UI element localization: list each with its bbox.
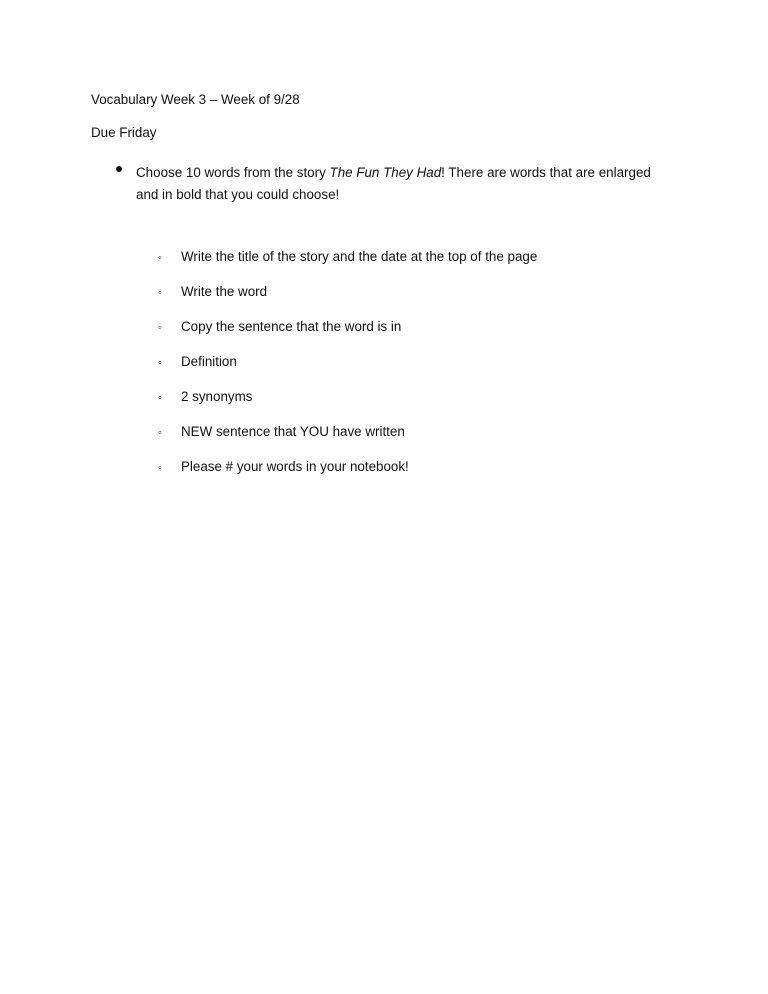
story-title: The Fun They Had [329,165,442,180]
sub-item [158,248,537,267]
sub-item-text: Definition [181,354,237,369]
sub-item [158,318,401,337]
sub-item-text: Write the title of the story and the date at the top of the page [181,249,538,264]
sub-item [158,388,252,407]
main-instruction [136,162,676,206]
circle-bullet-icon: ◦ [158,427,162,439]
circle-bullet-icon: ◦ [158,357,162,369]
bullet-icon [116,166,122,172]
due-date: Due Friday [91,125,157,140]
sub-item [158,458,409,477]
sub-item-text: Write the word [181,284,268,299]
instruction-text: Choose 10 words from the story [136,165,330,180]
sub-item-text: 2 synonyms [181,389,253,404]
instruction-text-end: ! There are words that are enlarged and in bold that you could choose! [136,165,651,202]
sub-item-text: NEW sentence that YOU have written [181,424,405,439]
circle-bullet-icon: ◦ [158,462,162,474]
sub-item [158,423,405,442]
sub-item [158,353,237,372]
circle-bullet-icon: ◦ [158,392,162,404]
document-title: Vocabulary Week 3 – Week of 9/28 [91,92,300,107]
sub-item-text: Copy the sentence that the word is in [181,319,402,334]
sub-item-text: Please # your words in your notebook! [181,459,409,474]
circle-bullet-icon: ◦ [158,252,162,264]
sub-item [158,283,267,302]
circle-bullet-icon: ◦ [158,287,162,299]
circle-bullet-icon: ◦ [158,322,162,334]
